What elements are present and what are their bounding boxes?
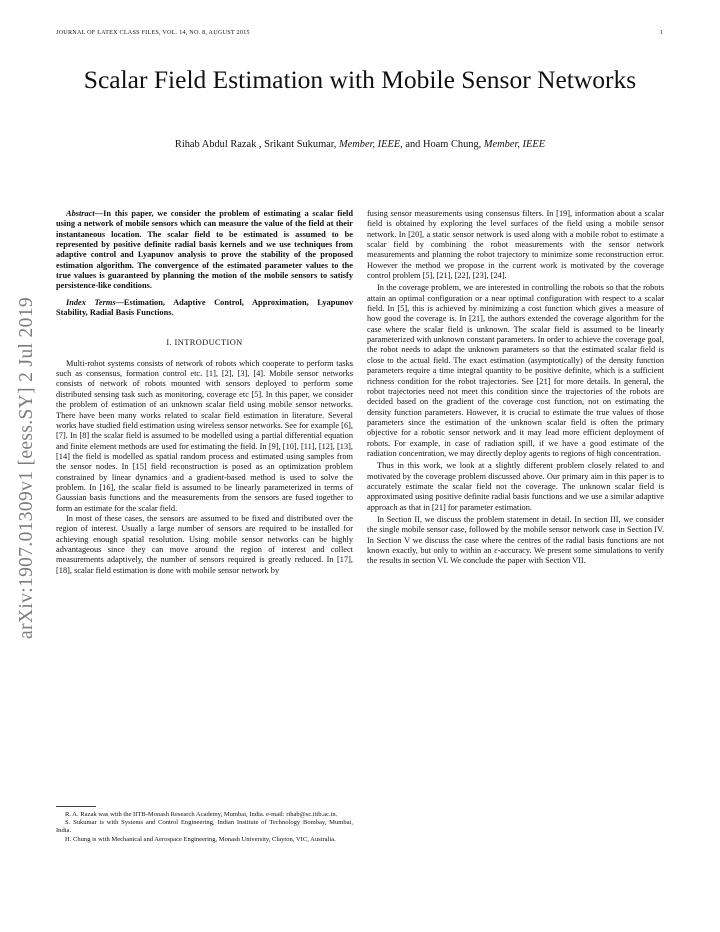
paragraph: fusing sensor measurements using consensus filters. In [19], information about a scalar field is obtained by exploring the level surfaces of the field using a mobile sensor network. In [20], a static sensor network is used along with a mobile robot to estimate a scalar field by combining the robot measurements with the sensor network measurements and planning the robot trajectory to minimize some reconstruction error. However the method we propose in the current work is motivated by the coverage control problem [5], [21], [22], [23], [24]. — [367, 209, 664, 281]
page-number: 1 — [659, 29, 663, 36]
section-heading-introduction: I. INTRODUCTION — [166, 338, 243, 348]
paragraph: Multi-robot systems consists of network of robots which cooperate to perform tasks such as consensus, formation control etc. [1], [2], [3], [4]. Mobile sensor networks consists of network of robots mounted with sensors deployed to perform some distributed sensing task such as monitoring, coverage etc [5]. In this paper, we consider the problem of estimation of an unknown scalar field using mobile sensor networks. There have been many works related to scalar field estimation in literature. Several works have studied field estimation using wireless sensor networks. See for example [6], [7]. In [8] the scalar field is assumed to be modelled using a partial differential equation and finite element methods are used for estimating the field. In [9], [10], [11], [12], [13], [14] the field is modelled as spatial random process and estimated using samples from the sensor nodes. In [15] field reconstruction is posed as an optimization problem constrained by linear dynamics and a gradient-based method is used to solve the problem. In [16], the scalar field is assumed to be linearly parameterized in terms of Gaussian basis functions and the measurements from the sensors are fused together to form an estimate for the scalar field. — [56, 358, 353, 513]
footnote-rule — [56, 806, 96, 807]
footnotes — [56, 811, 353, 844]
footnote: R. A. Razak was with the IITB-Monash Research Academy, Mumbai, India. e-mail: rihab@sc.iitb.ac.in. — [65, 811, 338, 818]
author-role-2: Member, IEEE — [483, 139, 546, 150]
author-names-2: and Hoam Chung, — [402, 139, 484, 150]
author-line — [60, 139, 660, 150]
paragraph: In Section II, we discuss the problem statement in detail. In section III, we consider the single mobile sensor case, followed by the mobile sensor network case in Section IV. In Section V we discuss the case where the centres of the radial basis functions are not known exactly, but only to within an ε-accuracy. We present some simulations to verify the results in section VI. We conclude the paper with Section VII. — [367, 514, 664, 566]
index-terms — [56, 298, 353, 319]
paragraph: In the coverage problem, we are interested in controlling the robots so that the robots attain an optimal configuration or a near optimal configuration with respect to a scalar field. In [5], this is achieved by minimizing a cost function which gives a measure of how good the coverage is. In [21], the authors extended the coverage algorithm for the case where the scalar field is unknown. The scalar field is assumed to be linearly parameterized with unknown constant parameters. In order to achieve the coverage goal, the robot needs to adapt the unknown parameters so that the estimated scalar field is close to the actual field. The exact estimation (asymptotically) of the density function parameters require a time integral quantity to be positive definite, which is a sufficient richness condition for the robot trajectories. See [21] for more details. In general, the robot trajectories need not meet this condition since the trajectories of the robots are decided based on the gradient of the coverage cost function, not on estimating the density function parameters. However, it is crucial to estimate the true values of those parameters since the estimation of the unknown scalar field is often the primary objective for a robotic sensor network and it may lead more efficient deployment of robots. For example, in case of radiation spill, if we have a good estimate of the radiation concentration, we may directly deploy agents to regions of high concentration. — [367, 283, 664, 458]
paragraph: In most of these cases, the sensors are assumed to be fixed and distributed over the region of interest. Usually a large number of sensors are required to be installed for achieving enough spatial resolution. Using mobile sensor networks can be highly advantageous since they can move around the region of interest and collect measurements adaptively, the number of sensors required is greatly reduced. In [17], [18], scalar field estimation is done with mobile sensor network by — [56, 513, 353, 575]
right-column — [367, 209, 664, 567]
footnote: H. Chung is with Mechanical and Aerospace Engineering, Monash University, Clayton, VIC, Australia. — [65, 835, 336, 843]
abstract — [56, 209, 353, 292]
index-terms-lead: Index Terms — [66, 297, 116, 307]
left-column — [56, 209, 353, 576]
footnote: S. Sukumar is with Systems and Control Engineering, Indian Institute of Technology Bombay, Mumbai, India. — [56, 819, 353, 835]
abstract-lead: Abstract — [66, 209, 95, 218]
paragraph: Thus in this work, we look at a slightly different problem closely related to and motivated by the coverage problem discussed above. Our primary aim in this paper is to accurately estimate the scalar field not the coverage. The unknown scalar field is approximated using positive definite radial basis functions and we use a similar adaptive approach as that in [21] for parameter estimation. — [367, 461, 664, 512]
running-header: JOURNAL OF LATEX CLASS FILES, VOL. 14, NO. 8, AUGUST 2015 — [56, 29, 250, 36]
arxiv-stamp: arXiv:1907.01309v1 [eess.SY] 2 Jul 2019 — [16, 297, 37, 639]
author-names-1: Rihab Abdul Razak , Srikant Sukumar, — [174, 139, 340, 150]
abstract-text: —In this paper, we consider the problem of estimating a scalar field using a network of mobile sensors which can measure the value of the field at their instantaneous location. The scalar field to be estimated is assumed to be represented by positive definite radial basis kernels and we use techniques from adaptive control and Lyapunov analysis to prove the stability of the proposed estimation algorithm. The convergence of the estimated parameter values to the true values is guaranteed by planning the motion of the mobile sensors to satisfy persistence-like conditions. — [56, 209, 353, 291]
paper-title: Scalar Field Estimation with Mobile Sensor Networks — [83, 65, 637, 94]
index-terms-text: —Estimation, Adaptive Control, Approximation, Lyapunov Stability, Radial Basis Functions. — [56, 297, 353, 318]
author-role-1: Member, IEEE, — [339, 139, 403, 150]
